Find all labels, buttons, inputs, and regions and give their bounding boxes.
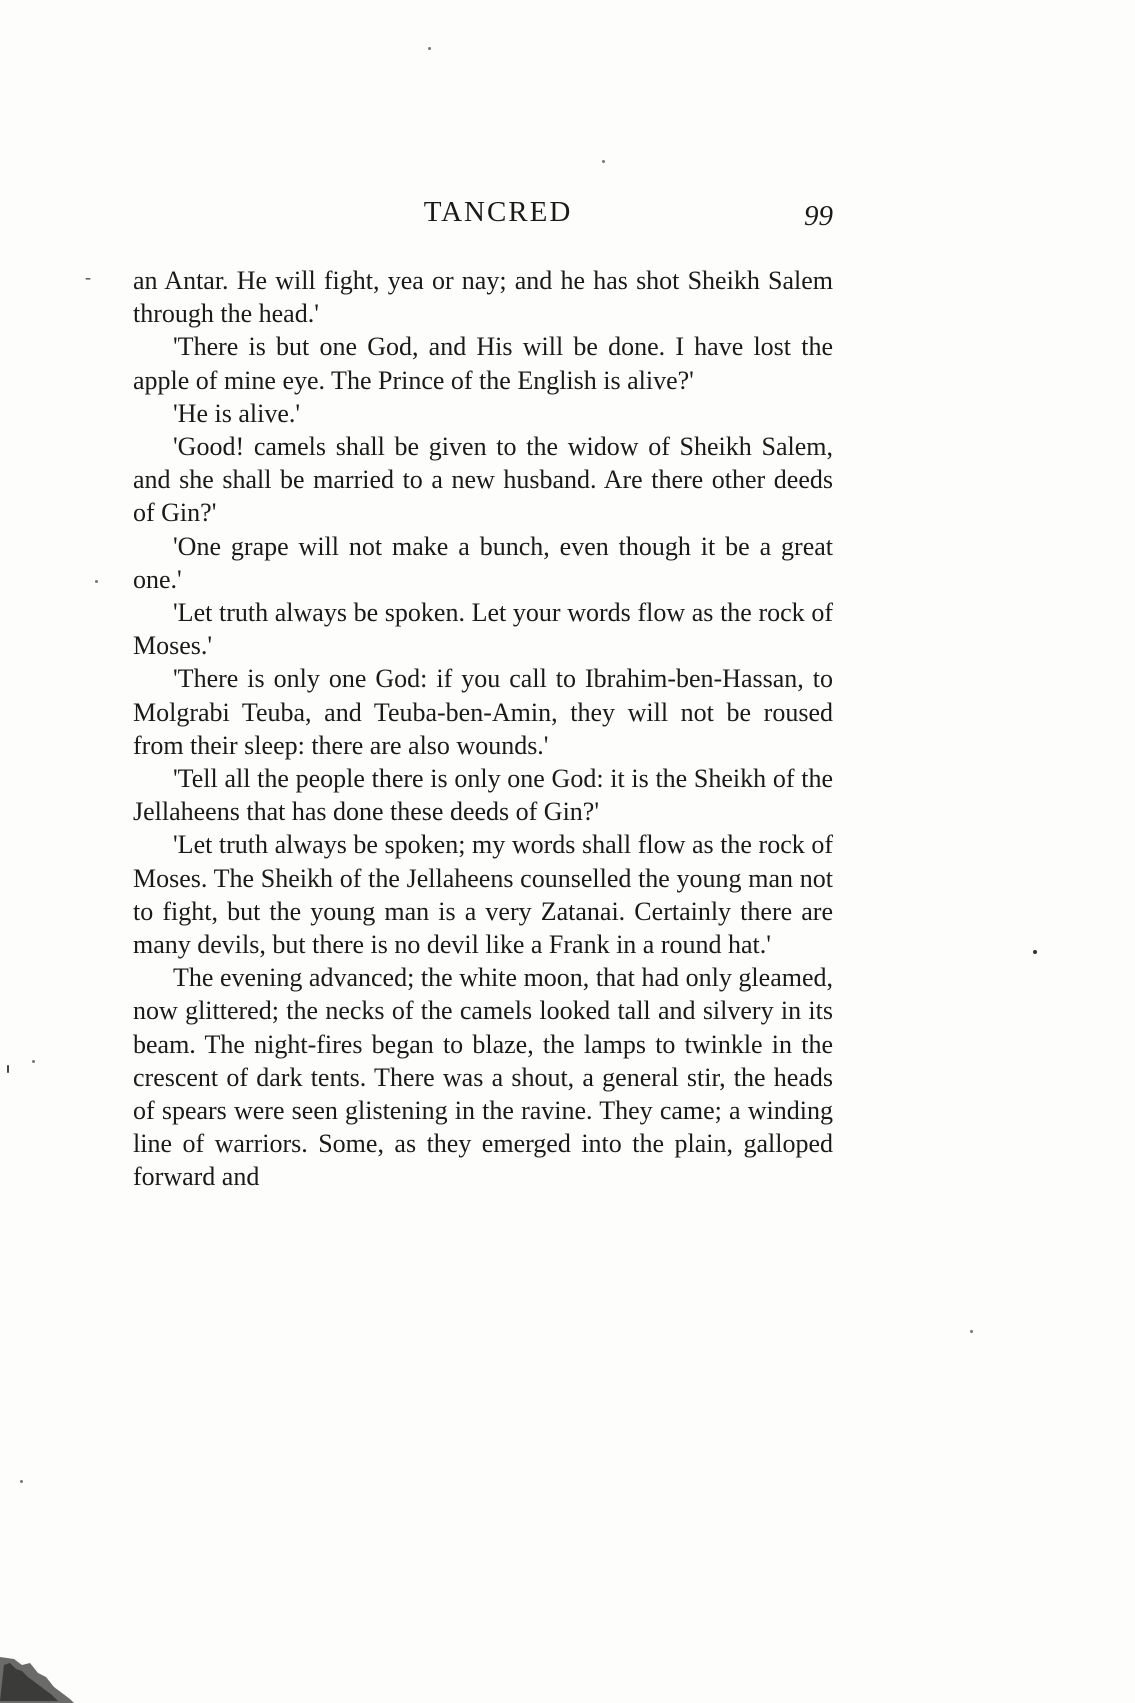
scan-speck [602, 160, 605, 163]
scan-speck [428, 47, 431, 50]
running-header [133, 196, 833, 236]
margin-mark: - [85, 267, 91, 287]
paragraph: an Antar. He will fight, yea or nay; and he has shot Sheikh Salem through the head.' [133, 266, 833, 329]
paragraph: 'He is alive.' [173, 398, 301, 428]
corner-stain-mark [0, 1643, 90, 1703]
scan-speck [95, 580, 98, 583]
paragraph: 'Good! camels shall be given to the widow of Sheikh Salem, and she shall be married to a new husband. Are there other deeds of Gin?' [133, 432, 833, 528]
scan-speck [1033, 950, 1037, 954]
paragraph: The evening advanced; the white moon, that had only gleamed, now glittered; the necks of the camels looked tall and silvery in its beam. The night-fires began to blaze, the lamps to twinkle in the crescent of dark tents. There was a shout, a general stir, the heads of spears were seen glistening in the ravine. They came; a winding line of warriors. Some, as they emerged into the plain, galloped forward and [133, 963, 833, 1192]
paragraph: 'There is but one God, and His will be done. I have lost the apple of mine eye. The Prince of the English is alive?' [133, 332, 833, 395]
scan-speck [32, 1060, 35, 1063]
paragraph: 'Let truth always be spoken; my words shall flow as the rock of Moses. The Sheikh of the Jellaheens counselled the young man not to fight, but the young man is a very Zatanai. Certainly there are many devils, but there is no devil like a Frank in a round hat.' [133, 830, 833, 960]
body-text [133, 264, 833, 1194]
paragraph: 'There is only one God: if you call to Ibrahim-ben-Hassan, to Molgrabi Teuba, and Teuba-ben-Amin, they will not be roused from their sleep: there are also wounds.' [133, 664, 833, 760]
page-number: 99 [804, 200, 833, 232]
scan-speck [20, 1480, 23, 1483]
scan-speck [7, 1065, 9, 1073]
paragraph: 'Tell all the people there is only one God: it is the Sheikh of the Jellaheens that has done these deeds of Gin?' [133, 764, 833, 827]
scan-speck [970, 1330, 973, 1333]
paragraph: 'Let truth always be spoken. Let your words flow as the rock of Moses.' [133, 598, 833, 661]
paragraph: 'One grape will not make a bunch, even though it be a great one.' [133, 531, 833, 594]
running-title: TANCRED [423, 196, 573, 228]
